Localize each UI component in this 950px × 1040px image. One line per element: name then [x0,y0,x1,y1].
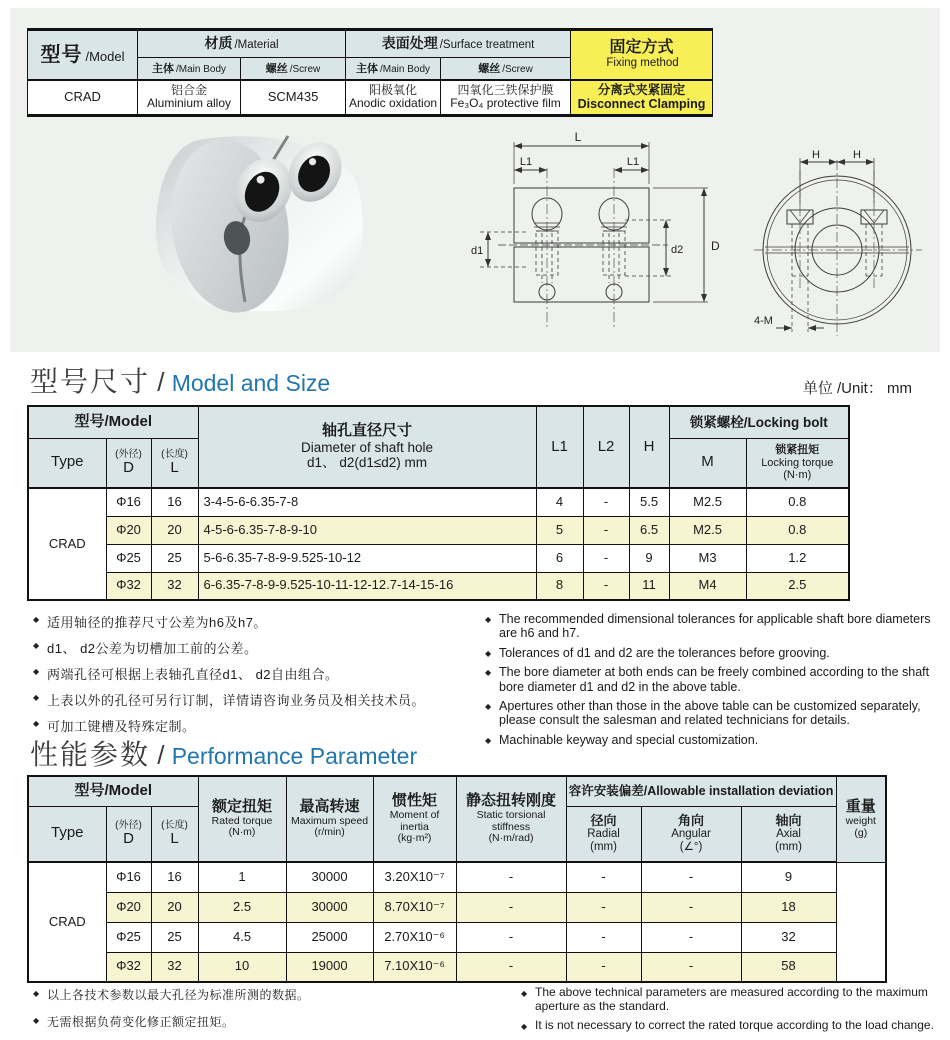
size-title-zh: 型号尺寸 [30,366,151,397]
bullet-icon: ◆ [485,648,492,658]
perf-header-stiffness: 静态扭转刚度 Static torsional stiffness (N·m/rad) [456,776,566,862]
perf-header-axial: 轴向 Axial (mm) [741,806,836,862]
perf-header-weight: 重量 weight (g) [836,776,886,862]
size-header-bore: 轴孔直径尺寸 Diameter of shaft hole d1、 d2(d1≤d2) mm [198,406,536,488]
perf-header-max-speed: 最高转速 Maximum speed (r/min) [286,776,373,862]
front-view-drawing [740,128,935,340]
size-notes [32,612,937,752]
spec-header-model-zh: 型号 [40,43,83,66]
size-row-16: CRAD Φ16 16 3-4-5-6-6.35-7-8 4 - 5.5 M2.5 0.8 [28,488,849,516]
spec-header-model-en: /Model [85,48,125,64]
perf-title-zh: 性能参数 [30,739,151,770]
bullet-icon: ◆ [485,701,492,711]
dim-label-L: L [574,130,582,144]
perf-header-D: (外径) D [106,806,151,862]
bullet-icon: ◆ [521,989,528,998]
perf-header-rated-torque: 额定扭矩 Rated torque (N·m) [198,776,286,862]
size-row-20: Φ20 20 4-5-6-6.35-7-8-9-10 5 - 6.5 M2.5 0.8 [28,516,849,544]
spec-table [27,28,713,117]
unit-label: 单位 /Unit： mm [802,380,912,397]
bullet-icon: ◆ [33,989,40,998]
size-header-M: M [669,438,746,488]
spec-subheader-screw-surface: 螺丝 /Screw [441,58,571,80]
perf-header-type: Type [28,806,106,862]
perf-notes-zh: ◆ 以上各技术参数以最大孔径为标准所测的数据。 ◆ 无需根据负荷变化修正额定扭矩。 [33,988,310,1029]
dim-label-d1: d1 [471,245,484,257]
spec-screw-surface-value: 四氧化三铁保护膜 Fe₃O₄ protective film [441,80,571,116]
perf-header-inertia: 惯性矩 Moment of inertia (kg·m²) [373,776,456,862]
dim-label-H-right: H [853,149,861,161]
size-title-en: Model and Size [171,370,331,396]
perf-row-16: CRAD Φ16 16 1 30000 3.20X10⁻⁷ - - - 9 [28,862,886,892]
perf-header-radial: 径向 Radial (mm) [566,806,641,862]
perf-section-heading: 性能参数 / Performance Parameter [30,739,418,770]
spec-fixing-value: 分离式夹紧固定 Disconnect Clamping [571,80,713,116]
dim-label-d2: d2 [671,244,684,256]
side-view-drawing [468,128,733,340]
spec-header-fixing: 固定方式 Fixing method [571,30,713,80]
performance-notes [32,986,937,1040]
size-header-H: H [629,406,669,488]
spec-model-value: CRAD [28,80,138,116]
bullet-icon: ◆ [33,641,40,650]
perf-row-32: Φ32 32 10 19000 7.10X10⁻⁶ - - - 58 [28,952,886,982]
bullet-icon: ◆ [33,615,40,624]
perf-header-L: (长度) L [151,806,198,862]
bullet-icon: ◆ [33,719,40,728]
performance-table [27,775,887,983]
bullet-icon: ◆ [521,1021,528,1031]
spec-subheader-main-body-material: 主体 /Main Body [138,58,241,80]
dim-label-D: D [711,239,720,253]
spec-body-surface-value: 阳极氧化 Anodic oxidation [346,80,441,116]
bullet-icon: ◆ [33,1016,40,1025]
size-header-torque: 锁紧扭矩 Locking torque (N·m) [746,438,849,488]
spec-screw-material-value: SCM435 [241,80,346,116]
perf-header-angular: 角向 Angular (∠°) [641,806,741,862]
perf-type-value: CRAD [28,862,106,982]
size-type-value: CRAD [28,488,106,600]
size-row-32: Φ32 32 6-6.35-7-8-9-9.525-10-11-12-12.7-14-15-16 8 - 11 M4 2.5 [28,572,849,600]
size-header-L1: L1 [536,406,583,488]
spec-subheader-screw-material: 螺丝 /Screw [241,58,346,80]
product-photo [118,126,438,338]
perf-title-en: Performance Parameter [171,743,418,769]
size-section-heading: 型号尺寸 / Model and Size 单位 /Unit： mm [30,366,912,397]
dim-label-4M: 4-M [754,315,773,327]
bullet-icon: ◆ [33,693,40,702]
spec-subheader-main-body-surface: 主体 /Main Body [346,58,441,80]
size-header-locking-group: 锁紧螺栓/Locking bolt [669,406,849,438]
bullet-icon: ◆ [485,668,492,678]
coupling-photo-group [156,132,363,320]
dim-label-L1-left: L1 [519,156,533,168]
size-table [27,405,850,601]
size-row-25: Φ25 25 5-6-6.35-7-8-9-9.525-10-12 6 - 9 M3 1.2 [28,544,849,572]
size-header-model-group: 型号/Model [28,406,198,438]
bullet-icon: ◆ [485,735,492,745]
dim-label-H-left: H [812,149,820,161]
perf-header-deviation-group: 容许安装偏差/Allowable installation deviation [566,776,836,806]
perf-notes-en: ◆ The above technical parameters are measured according to the maximum aperture as the standard. ◆ It is not necessary to correct the rated torque according to the load change. [521,985,934,1032]
spec-body-material-value: 铝合金 Aluminium alloy [138,80,241,116]
dim-label-L1-right: L1 [626,156,640,168]
bullet-icon: ◆ [485,615,492,624]
perf-header-model-group: 型号/Model [28,776,198,806]
spec-header-surface: 表面处理 /Surface treatment [346,30,571,58]
size-header-D: (外径) D [106,438,151,488]
spec-header-material: 材质 /Material [138,30,346,58]
size-notes-zh: ◆ 适用轴径的推荐尺寸公差为h6及h7。 ◆ d1、 d2公差为切槽加工前的公差。 ◆ 两端孔径可根据上表轴孔直径d1、 d2自由组合。 ◆ 上表以外的孔径可另行订制，详情请咨询业务员及相关技术员。 ◆ 可加工键槽及特殊定制。 [33,615,426,734]
bullet-icon: ◆ [33,667,40,676]
size-notes-en: ◆ The recommended dimensional tolerances for applicable shaft bore diameters are h6 and h7. ◆ Tolerances of d1 and d2 are the tolerances before grooving. ◆ The bore diameter at both ends can be freely combined according to the shaft bore diameter d1 and d2 in the above table. ◆ Apertures other than those in the above table can be customized separately, please consult the salesman and related technicians for details. ◆ Machinable keyway and special customization. [485,612,931,747]
size-header-L: (长度) L [151,438,198,488]
size-header-type: Type [28,438,106,488]
perf-row-20: Φ20 20 2.5 30000 8.70X10⁻⁷ - - - 18 [28,892,886,922]
perf-row-25: Φ25 25 4.5 25000 2.70X10⁻⁶ - - - 32 [28,922,886,952]
size-header-L2: L2 [583,406,629,488]
spec-header-model [28,30,138,80]
